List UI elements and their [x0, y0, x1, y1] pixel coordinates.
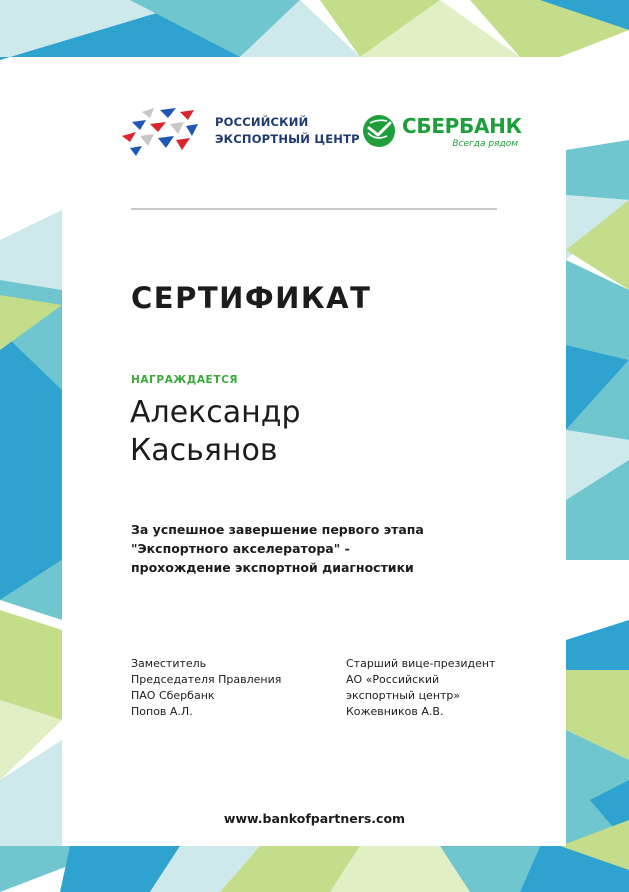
rec-logo-icon: [120, 108, 202, 156]
recipient-last-name: Касьянов: [130, 433, 278, 468]
signature-left: [131, 656, 281, 720]
signature-right: [346, 656, 495, 720]
recipient-first-name: Александр: [130, 395, 301, 430]
signature-line: экспортный центр»: [346, 689, 461, 702]
rec-logo-line1: РОССИЙСКИЙ: [215, 115, 309, 129]
header-divider: [131, 208, 497, 210]
signature-line: АО «Российский: [346, 673, 440, 686]
sberbank-logo-text: СБЕРБАНК: [402, 114, 522, 138]
reason-line: За успешное завершение первого этапа: [131, 522, 424, 537]
sberbank-logo-icon: [362, 114, 396, 148]
recipient-name: [130, 394, 301, 470]
sberbank-tagline: Всегда рядом: [452, 139, 518, 149]
reason-line: "Экспортного акселератора" -: [131, 541, 350, 556]
signature-line: Заместитель: [131, 657, 207, 670]
rec-logo-line2: ЭКСПОРТНЫЙ ЦЕНТР: [215, 132, 360, 146]
award-reason: [131, 520, 424, 577]
awarded-label: НАГРАЖДАЕТСЯ: [131, 374, 239, 386]
signature-name: Кожевников А.В.: [346, 705, 444, 718]
signature-line: Старший вице-президент: [346, 657, 496, 670]
certificate-title: СЕРТИФИКАТ: [131, 281, 372, 315]
rec-logo-text: [215, 114, 360, 148]
footer-website: www.bankofpartners.com: [223, 811, 406, 826]
reason-line: прохождение экспортной диагностики: [131, 560, 414, 575]
signature-name: Попов А.Л.: [131, 705, 193, 718]
signature-line: ПАО Сбербанк: [131, 689, 215, 702]
signature-line: Председателя Правления: [131, 673, 282, 686]
